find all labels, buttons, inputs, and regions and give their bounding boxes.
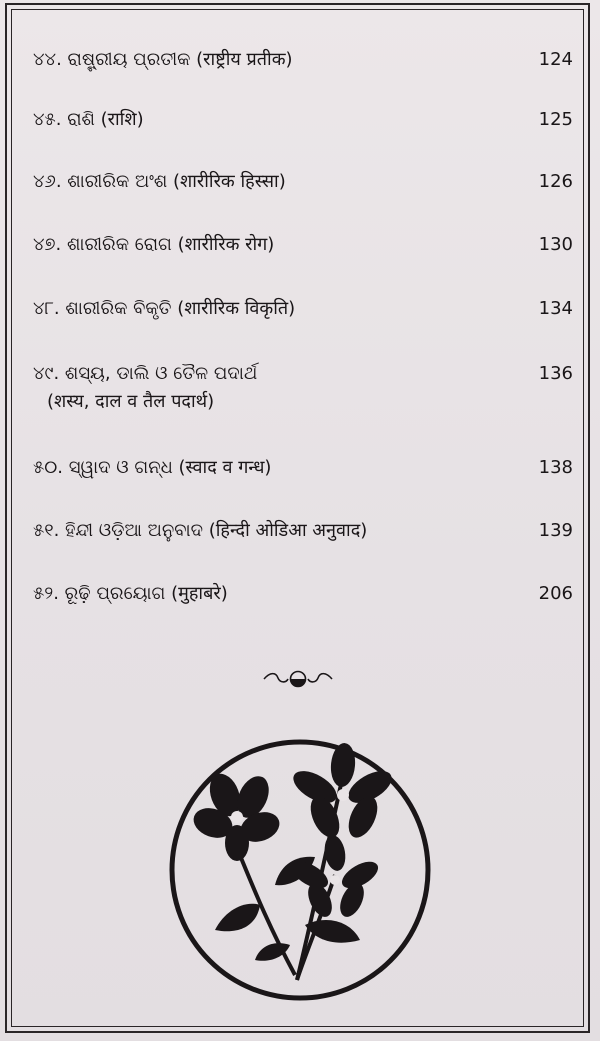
toc-entry[interactable] [33,360,573,420]
entry-subtitle: (शस्य, दाल व तैल पदार्थ) [47,391,215,412]
entry-title: ୫୧. ହିନ୍ଦୀ ଓଡ଼ିଆ ଅନୁବାଦ (हिन्दी ओडिआ अनुवाद) [33,520,368,541]
entry-title-main: ୪୯. ଶସ୍ୟ, ଡାଲି ଓ ତୈଳ ପଦାର୍ଥ [33,363,258,384]
entry-title: ୫୨. ରୂଢ଼ି ପ୍ରୟୋଗ (मुहाबरे) [33,583,228,604]
entry-title: ୪୮. ଶାରୀରିକ ବିକୃତି (शारीरिक विकृति) [33,298,296,319]
entry-title [33,360,257,416]
entry-page: 130 [538,234,573,255]
entry-title: ୪୭. ଶାରୀରିକ ରୋଗ (शारीरिक रोग) [33,234,275,255]
entry-page: 138 [538,457,573,478]
entry-page: 139 [538,520,573,541]
entry-title: ୪୫. ରାଶି (राशि) [33,109,144,130]
entry-page: 136 [538,363,573,384]
entry-page: 126 [538,171,573,192]
entry-page: 124 [538,49,573,70]
entry-page: 134 [538,298,573,319]
entry-title: ୪୪. ରାଷ୍ଟ୍ରୀୟ ପ୍ରତୀକ (राष्ट्रीय प्रतीक) [33,49,293,70]
entry-title: ୫୦. ସ୍ୱାଦ ଓ ଗନ୍ଧ (स्वाद व गन्ध) [33,457,272,478]
floral-circle-icon [165,735,435,1005]
entry-page: 206 [538,583,573,604]
entry-page: 125 [538,109,573,130]
entry-title: ୪୬. ଶାରୀରିକ ଅଂଶ (शारीरिक हिस्सा) [33,171,286,192]
ornament-divider-icon [262,668,334,690]
